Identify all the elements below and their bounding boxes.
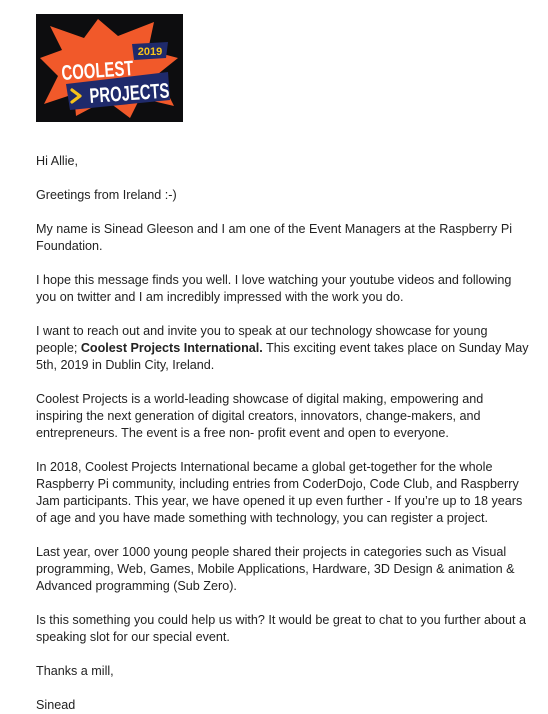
paragraph-about-event: Coolest Projects is a world-leading showcase of digital making, empowering and inspiring the next generation of digital creators, innovators, change-makers, and entrepreneurs. The event is a free non- profit event and open to everyone. [36,392,484,440]
signature: Sinead [36,698,76,712]
paragraph-request: Is this something you could help us with? It would be great to chat to you further about a speaking slot for our special event. [36,613,527,644]
paragraph-compliment: I hope this message finds you well. I love watching your youtube videos and following you on twitter and I am incredibly impressed with the work you do. [36,273,512,304]
email-body [36,153,531,714]
paragraph-introduction: My name is Sinead Gleeson and I am one of the Event Managers at the Raspberry Pi Foundation. [36,222,513,253]
greeting: Hi Allie, [36,154,78,168]
coolest-projects-logo [36,14,204,122]
closing: Thanks a mill, [36,664,114,678]
paragraph-invitation [36,323,531,374]
paragraph-greetings: Greetings from Ireland :-) [36,188,177,202]
logo-graphic [36,14,204,122]
logo-title-line2: PROJECTS [88,77,204,108]
paragraph-last-year: Last year, over 1000 young people shared their projects in categories such as Visual programming, Web, Games, Mobile Applications, Hardware, 3D Design & animation & Advanced programming (Sub Zero). [36,545,515,593]
event-name: Coolest Projects International. [80,341,263,355]
invitation-text-start: I want to reach out and invite you to speak at our technology showcase for young people; [36,324,488,355]
invitation-text-end: This exciting event takes place on Sunday May 5th, 2019 in Dublin City, Ireland. [36,341,529,372]
logo-year: 2019 [137,46,163,58]
paragraph-history: In 2018, Coolest Projects International became a global get-together for the whole Raspberry Pi community, including entries from CoderDojo, Code Club, and Raspberry Jam participants. This year, we have opened it up even further - If you’re up to 18 years of age and you have made something with technology, you can register a project. [36,460,523,525]
logo-title-line1: COOLEST [60,54,164,85]
